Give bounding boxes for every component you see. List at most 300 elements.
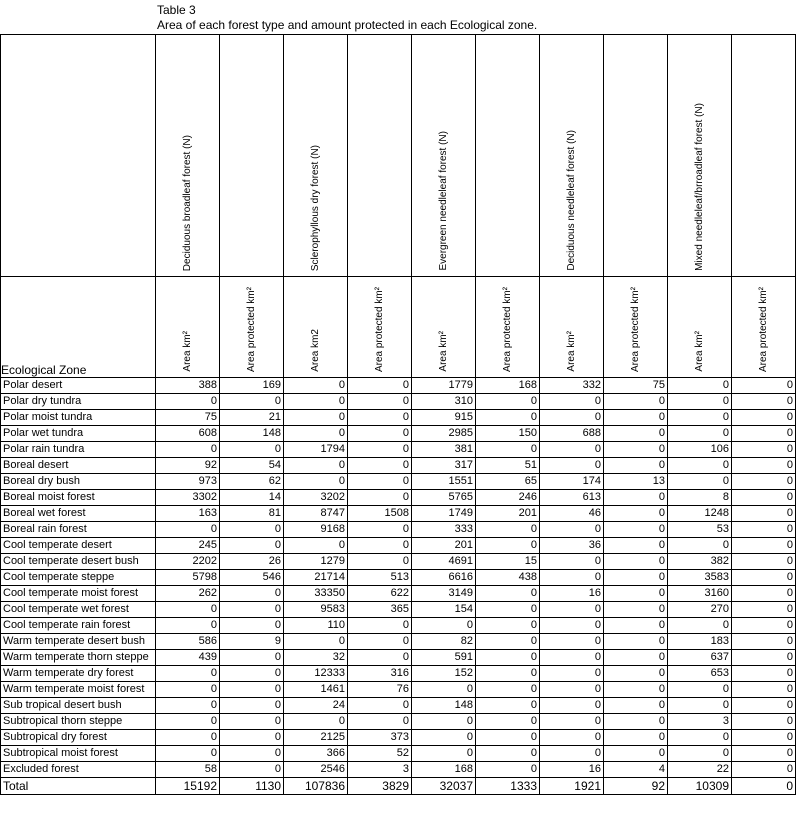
- value-cell: 22: [668, 762, 732, 778]
- value-cell: 0: [732, 474, 796, 490]
- value-cell: 0: [220, 650, 284, 666]
- value-cell: 0: [540, 714, 604, 730]
- value-cell: 16: [540, 586, 604, 602]
- measure-header: [476, 277, 540, 378]
- value-cell: 0: [284, 538, 348, 554]
- value-cell: 0: [348, 698, 412, 714]
- measure-label: Area km²: [438, 331, 449, 372]
- value-cell: 0: [668, 682, 732, 698]
- value-cell: 0: [732, 506, 796, 522]
- value-cell: 0: [348, 522, 412, 538]
- value-cell: 0: [284, 714, 348, 730]
- value-cell: 0: [604, 714, 668, 730]
- value-cell: 0: [220, 602, 284, 618]
- value-cell: 1508: [348, 506, 412, 522]
- ecological-zone-label: Polar moist tundra: [1, 410, 156, 426]
- value-cell: 0: [412, 714, 476, 730]
- ecological-zone-label: Cool temperate rain forest: [1, 618, 156, 634]
- value-cell: 316: [348, 666, 412, 682]
- forest-type-label: Evergreen needleleaf forest (N): [438, 131, 449, 271]
- value-cell: 0: [220, 522, 284, 538]
- measure-header: [604, 277, 668, 378]
- measure-header-row: [1, 277, 796, 378]
- value-cell: 310: [412, 394, 476, 410]
- ecological-zone-label: Boreal moist forest: [1, 490, 156, 506]
- value-cell: 0: [732, 458, 796, 474]
- table-row: [1, 730, 796, 746]
- empty-header-cell: [604, 35, 668, 277]
- value-cell: 3149: [412, 586, 476, 602]
- value-cell: 0: [476, 682, 540, 698]
- value-cell: 1248: [668, 506, 732, 522]
- value-cell: 0: [668, 538, 732, 554]
- measure-label: Area km²: [694, 331, 705, 372]
- value-cell: 1279: [284, 554, 348, 570]
- value-cell: 0: [476, 410, 540, 426]
- table-row: [1, 426, 796, 442]
- value-cell: 0: [668, 618, 732, 634]
- total-cell: 0: [732, 778, 796, 795]
- value-cell: 0: [348, 650, 412, 666]
- table-row: [1, 378, 796, 394]
- value-cell: 0: [732, 650, 796, 666]
- value-cell: 0: [732, 602, 796, 618]
- value-cell: 0: [540, 522, 604, 538]
- table-caption: Area of each forest type and amount protected in each Ecological zone.: [157, 18, 538, 32]
- measure-header: [540, 277, 604, 378]
- value-cell: 0: [668, 378, 732, 394]
- value-cell: 382: [668, 554, 732, 570]
- value-cell: 0: [732, 586, 796, 602]
- value-cell: 0: [348, 442, 412, 458]
- value-cell: 0: [348, 410, 412, 426]
- value-cell: 0: [476, 442, 540, 458]
- forest-type-label: Deciduous broadleaf forest (N): [182, 134, 193, 271]
- value-cell: 513: [348, 570, 412, 586]
- value-cell: 0: [156, 522, 220, 538]
- value-cell: 8747: [284, 506, 348, 522]
- value-cell: 0: [476, 586, 540, 602]
- ecological-zone-label: Boreal desert: [1, 458, 156, 474]
- value-cell: 168: [412, 762, 476, 778]
- value-cell: 373: [348, 730, 412, 746]
- value-cell: 688: [540, 426, 604, 442]
- value-cell: 0: [348, 618, 412, 634]
- value-cell: 0: [540, 410, 604, 426]
- value-cell: 915: [412, 410, 476, 426]
- value-cell: 0: [732, 554, 796, 570]
- table-row: [1, 714, 796, 730]
- value-cell: 0: [348, 426, 412, 442]
- empty-header-cell: [220, 35, 284, 277]
- value-cell: 0: [732, 426, 796, 442]
- value-cell: 3302: [156, 490, 220, 506]
- value-cell: 9583: [284, 602, 348, 618]
- value-cell: 0: [476, 522, 540, 538]
- table-row: [1, 634, 796, 650]
- value-cell: 0: [540, 730, 604, 746]
- value-cell: 92: [156, 458, 220, 474]
- value-cell: 0: [732, 538, 796, 554]
- forest-type-header-row: [1, 35, 796, 277]
- ecological-zone-label: Sub tropical desert bush: [1, 698, 156, 714]
- value-cell: 53: [668, 522, 732, 538]
- value-cell: 51: [476, 458, 540, 474]
- value-cell: 58: [156, 762, 220, 778]
- value-cell: 150: [476, 426, 540, 442]
- value-cell: 0: [604, 538, 668, 554]
- value-cell: 365: [348, 602, 412, 618]
- value-cell: 439: [156, 650, 220, 666]
- value-cell: 0: [476, 746, 540, 762]
- value-cell: 0: [156, 698, 220, 714]
- value-cell: 0: [476, 618, 540, 634]
- value-cell: 13: [604, 474, 668, 490]
- ecological-zone-label: Boreal dry bush: [1, 474, 156, 490]
- value-cell: 0: [284, 378, 348, 394]
- value-cell: 317: [412, 458, 476, 474]
- measure-header: [284, 277, 348, 378]
- table-row: [1, 474, 796, 490]
- value-cell: 0: [412, 618, 476, 634]
- value-cell: 0: [604, 634, 668, 650]
- measure-label: Area protected km²: [246, 286, 257, 372]
- value-cell: 12333: [284, 666, 348, 682]
- total-cell: 3829: [348, 778, 412, 795]
- total-cell: 32037: [412, 778, 476, 795]
- value-cell: 0: [348, 474, 412, 490]
- forest-area-table: [0, 34, 796, 795]
- value-cell: 26: [220, 554, 284, 570]
- value-cell: 0: [732, 730, 796, 746]
- value-cell: 608: [156, 426, 220, 442]
- value-cell: 0: [348, 458, 412, 474]
- value-cell: 0: [156, 714, 220, 730]
- table-number: Table 3: [157, 3, 196, 17]
- value-cell: 62: [220, 474, 284, 490]
- table-row: [1, 698, 796, 714]
- value-cell: 0: [220, 442, 284, 458]
- value-cell: 0: [348, 538, 412, 554]
- table-row: [1, 522, 796, 538]
- value-cell: 0: [540, 634, 604, 650]
- value-cell: 0: [476, 698, 540, 714]
- value-cell: 54: [220, 458, 284, 474]
- value-cell: 0: [348, 554, 412, 570]
- value-cell: 0: [476, 714, 540, 730]
- value-cell: 1749: [412, 506, 476, 522]
- forest-type-header: [540, 35, 604, 277]
- measure-label: Area km²: [182, 331, 193, 372]
- value-cell: 201: [412, 538, 476, 554]
- value-cell: 0: [604, 410, 668, 426]
- value-cell: 245: [156, 538, 220, 554]
- value-cell: 36: [540, 538, 604, 554]
- value-cell: 246: [476, 490, 540, 506]
- value-cell: 0: [604, 490, 668, 506]
- value-cell: 0: [220, 538, 284, 554]
- value-cell: 0: [540, 746, 604, 762]
- value-cell: 0: [668, 746, 732, 762]
- value-cell: 0: [284, 458, 348, 474]
- value-cell: 3202: [284, 490, 348, 506]
- table-row: [1, 506, 796, 522]
- value-cell: 4691: [412, 554, 476, 570]
- value-cell: 9: [220, 634, 284, 650]
- value-cell: 75: [156, 410, 220, 426]
- measure-label: Area protected km²: [374, 286, 385, 372]
- table-row: [1, 666, 796, 682]
- value-cell: 0: [732, 378, 796, 394]
- value-cell: 0: [220, 762, 284, 778]
- value-cell: 1551: [412, 474, 476, 490]
- value-cell: 332: [540, 378, 604, 394]
- value-cell: 0: [156, 442, 220, 458]
- value-cell: 591: [412, 650, 476, 666]
- empty-header-cell: [348, 35, 412, 277]
- value-cell: 0: [220, 394, 284, 410]
- value-cell: 0: [156, 682, 220, 698]
- value-cell: 0: [476, 602, 540, 618]
- measure-header: [156, 277, 220, 378]
- value-cell: 14: [220, 490, 284, 506]
- value-cell: 0: [284, 634, 348, 650]
- ecological-zone-label: Cool temperate desert: [1, 538, 156, 554]
- value-cell: 0: [604, 442, 668, 458]
- value-cell: 0: [220, 666, 284, 682]
- value-cell: 24: [284, 698, 348, 714]
- value-cell: 613: [540, 490, 604, 506]
- value-cell: 0: [156, 394, 220, 410]
- value-cell: 333: [412, 522, 476, 538]
- value-cell: 0: [604, 394, 668, 410]
- value-cell: 16: [540, 762, 604, 778]
- value-cell: 33350: [284, 586, 348, 602]
- value-cell: 1461: [284, 682, 348, 698]
- value-cell: 0: [284, 410, 348, 426]
- table-body: [1, 378, 796, 778]
- value-cell: 0: [732, 746, 796, 762]
- value-cell: 0: [732, 618, 796, 634]
- value-cell: 0: [476, 634, 540, 650]
- value-cell: 0: [732, 394, 796, 410]
- ecological-zone-label: Subtropical thorn steppe: [1, 714, 156, 730]
- forest-type-header: [668, 35, 732, 277]
- value-cell: 9168: [284, 522, 348, 538]
- value-cell: 0: [604, 746, 668, 762]
- value-cell: 0: [348, 714, 412, 730]
- value-cell: 0: [540, 698, 604, 714]
- value-cell: 110: [284, 618, 348, 634]
- ecological-zone-label: Excluded forest: [1, 762, 156, 778]
- value-cell: 148: [220, 426, 284, 442]
- value-cell: 0: [732, 442, 796, 458]
- value-cell: 0: [668, 410, 732, 426]
- value-cell: 0: [348, 490, 412, 506]
- value-cell: 0: [476, 650, 540, 666]
- value-cell: 52: [348, 746, 412, 762]
- value-cell: 0: [668, 698, 732, 714]
- ecological-zone-label: Boreal rain forest: [1, 522, 156, 538]
- value-cell: 21: [220, 410, 284, 426]
- value-cell: 152: [412, 666, 476, 682]
- ecological-zone-label: Warm temperate thorn steppe: [1, 650, 156, 666]
- value-cell: 0: [540, 554, 604, 570]
- value-cell: 0: [476, 762, 540, 778]
- table-row: [1, 538, 796, 554]
- ecological-zone-label: Polar dry tundra: [1, 394, 156, 410]
- value-cell: 0: [732, 634, 796, 650]
- value-cell: 622: [348, 586, 412, 602]
- value-cell: 0: [412, 746, 476, 762]
- value-cell: 270: [668, 602, 732, 618]
- forest-type-header: [412, 35, 476, 277]
- value-cell: 0: [732, 490, 796, 506]
- value-cell: 0: [732, 666, 796, 682]
- value-cell: 0: [284, 394, 348, 410]
- total-cell: 1130: [220, 778, 284, 795]
- value-cell: 0: [220, 714, 284, 730]
- table-row: [1, 746, 796, 762]
- table-row: [1, 570, 796, 586]
- value-cell: 2985: [412, 426, 476, 442]
- value-cell: 0: [604, 586, 668, 602]
- value-cell: 0: [540, 570, 604, 586]
- table-row: [1, 554, 796, 570]
- value-cell: 183: [668, 634, 732, 650]
- value-cell: 3583: [668, 570, 732, 586]
- value-cell: 46: [540, 506, 604, 522]
- value-cell: 0: [348, 378, 412, 394]
- value-cell: 366: [284, 746, 348, 762]
- empty-header-cell: [732, 35, 796, 277]
- measure-header: [668, 277, 732, 378]
- value-cell: 21714: [284, 570, 348, 586]
- ecological-zone-label: Warm temperate moist forest: [1, 682, 156, 698]
- value-cell: 0: [604, 458, 668, 474]
- value-cell: 82: [412, 634, 476, 650]
- value-cell: 0: [220, 618, 284, 634]
- value-cell: 106: [668, 442, 732, 458]
- ecological-zone-label: Polar wet tundra: [1, 426, 156, 442]
- measure-header: [412, 277, 476, 378]
- value-cell: 81: [220, 506, 284, 522]
- ecological-zone-label: Warm temperate dry forest: [1, 666, 156, 682]
- value-cell: 0: [476, 394, 540, 410]
- value-cell: 381: [412, 442, 476, 458]
- value-cell: 0: [604, 426, 668, 442]
- value-cell: 76: [348, 682, 412, 698]
- value-cell: 2546: [284, 762, 348, 778]
- value-cell: 973: [156, 474, 220, 490]
- ecological-zone-label: Cool temperate wet forest: [1, 602, 156, 618]
- measure-header: [348, 277, 412, 378]
- value-cell: 0: [732, 762, 796, 778]
- forest-type-label: Sclerophyllous dry forest (N): [310, 144, 321, 271]
- value-cell: 174: [540, 474, 604, 490]
- value-cell: 148: [412, 698, 476, 714]
- value-cell: 2202: [156, 554, 220, 570]
- value-cell: 0: [732, 698, 796, 714]
- value-cell: 0: [668, 458, 732, 474]
- value-cell: 0: [540, 394, 604, 410]
- value-cell: 388: [156, 378, 220, 394]
- value-cell: 3: [348, 762, 412, 778]
- table-row: [1, 762, 796, 778]
- ecological-zone-label: Polar desert: [1, 378, 156, 394]
- value-cell: 0: [604, 506, 668, 522]
- value-cell: 0: [668, 474, 732, 490]
- measure-label: Area protected km²: [758, 286, 769, 372]
- table-row: [1, 458, 796, 474]
- value-cell: 1779: [412, 378, 476, 394]
- value-cell: 0: [220, 682, 284, 698]
- value-cell: 0: [412, 682, 476, 698]
- forest-type-header: [284, 35, 348, 277]
- value-cell: 0: [604, 698, 668, 714]
- value-cell: 0: [604, 682, 668, 698]
- table-row: [1, 618, 796, 634]
- measure-header: [732, 277, 796, 378]
- value-cell: 32: [284, 650, 348, 666]
- total-row: [1, 778, 796, 795]
- value-cell: 0: [348, 394, 412, 410]
- value-cell: 0: [540, 666, 604, 682]
- value-cell: 546: [220, 570, 284, 586]
- value-cell: 0: [476, 666, 540, 682]
- forest-type-header: [156, 35, 220, 277]
- ecological-zone-label: Polar rain tundra: [1, 442, 156, 458]
- value-cell: 0: [540, 442, 604, 458]
- value-cell: 8: [668, 490, 732, 506]
- value-cell: 3160: [668, 586, 732, 602]
- table-row: [1, 442, 796, 458]
- ecological-zone-label: Cool temperate moist forest: [1, 586, 156, 602]
- value-cell: 0: [668, 730, 732, 746]
- value-cell: 0: [604, 570, 668, 586]
- table-row: [1, 410, 796, 426]
- value-cell: 0: [540, 618, 604, 634]
- value-cell: 0: [604, 522, 668, 538]
- table-row: [1, 650, 796, 666]
- table-row: [1, 586, 796, 602]
- value-cell: 0: [540, 458, 604, 474]
- value-cell: 438: [476, 570, 540, 586]
- table-row: [1, 602, 796, 618]
- value-cell: 1794: [284, 442, 348, 458]
- table-row: [1, 490, 796, 506]
- measure-header: [220, 277, 284, 378]
- value-cell: 0: [220, 586, 284, 602]
- value-cell: 0: [540, 682, 604, 698]
- value-cell: 0: [732, 570, 796, 586]
- value-cell: 0: [604, 730, 668, 746]
- value-cell: 0: [604, 602, 668, 618]
- value-cell: 169: [220, 378, 284, 394]
- value-cell: 154: [412, 602, 476, 618]
- value-cell: 0: [732, 410, 796, 426]
- value-cell: 0: [156, 746, 220, 762]
- value-cell: 0: [732, 714, 796, 730]
- forest-type-label: Mixed needleleaf/brroadleaf forest (N): [694, 103, 705, 271]
- value-cell: 0: [540, 650, 604, 666]
- total-cell: 92: [604, 778, 668, 795]
- ecological-zone-label: Subtropical dry forest: [1, 730, 156, 746]
- table-row: [1, 394, 796, 410]
- ecological-zone-header: Ecological Zone: [1, 277, 156, 378]
- ecological-zone-label: Cool temperate desert bush: [1, 554, 156, 570]
- corner-cell: [1, 35, 156, 277]
